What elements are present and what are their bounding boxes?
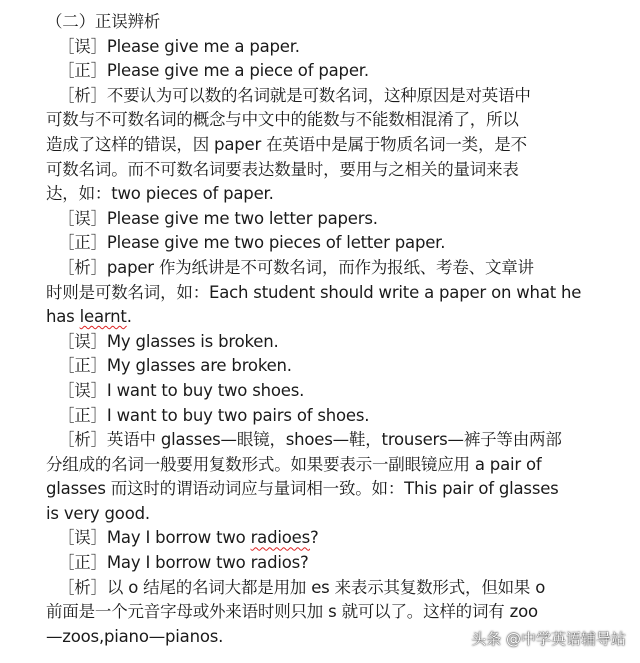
section-heading: （二）正误辨析 — [46, 12, 161, 31]
correct-example: ［正］Please give me two pieces of letter paper. — [58, 233, 446, 253]
analysis-line: ［析］不要认为可以数的名词就是可数名词，这种原因是对英语中 — [58, 85, 531, 105]
analysis-line: 达，如：two pieces of paper. — [46, 184, 274, 204]
analysis-line: ［析］以 o 结尾的名词大都是用加 es 来表示其复数形式，但如果 o — [58, 577, 546, 597]
analysis-line: —zoos,piano—pianos. — [46, 626, 224, 646]
analysis-line: glasses 而这时的谓语动词应与量词相一致。如：This pair of glasses — [46, 479, 559, 499]
correct-example: ［正］Please give me a piece of paper. — [58, 61, 369, 81]
analysis-line: 前面是一个元音字母或外来语时则只加 s 就可以了。这样的词有 zoo — [46, 602, 538, 622]
wrong-example: ［误］Please give me a paper. — [58, 36, 300, 56]
analysis-line: is very good. — [46, 503, 150, 523]
watermark-text: 头条 @中学英语辅导站 — [471, 630, 626, 648]
correct-example: ［正］I want to buy two pairs of shoes. — [58, 405, 370, 425]
wrong-example: ［误］My glasses is broken. — [58, 331, 279, 351]
analysis-line: 时则是可数名词，如：Each student should write a paper on what he — [46, 282, 582, 302]
analysis-line: 可数名词。而不可数名词要表达数量时，要用与之相关的量词来表 — [46, 159, 519, 179]
wrong-example: ［误］I want to buy two shoes. — [58, 380, 305, 400]
document-body — [46, 10, 586, 649]
watermark — [471, 628, 626, 649]
analysis-line — [46, 305, 586, 330]
analysis-line: ［析］paper 作为纸讲是不可数名词，而作为报纸、考卷、文章讲 — [58, 257, 534, 277]
analysis-line: 可数与不可数名词的概念与中文中的能数与不能数相混淆了，所以 — [46, 110, 519, 130]
wrong-example — [46, 526, 586, 551]
correct-example: ［正］May I borrow two radios? — [58, 553, 309, 573]
text-fragment: . — [126, 307, 132, 327]
text-fragment: has — [46, 307, 80, 327]
spellcheck-word: learnt — [79, 307, 127, 327]
analysis-line: 分组成的名词一般要用复数形式。如果要表示一副眼镜应用 a pair of — [46, 454, 542, 474]
text-fragment: ? — [310, 528, 319, 548]
analysis-line: 造成了这样的错误，因 paper 在英语中是属于物质名词一类，是不 — [46, 134, 527, 154]
text-fragment: ［误］May I borrow two — [58, 528, 251, 548]
correct-example: ［正］My glasses are broken. — [58, 356, 292, 376]
analysis-line: ［析］英语中 glasses—眼镜，shoes—鞋，trousers—裤子等由两部 — [58, 430, 562, 450]
spellcheck-word: radioes — [250, 528, 310, 548]
wrong-example: ［误］Please give me two letter papers. — [58, 208, 378, 228]
